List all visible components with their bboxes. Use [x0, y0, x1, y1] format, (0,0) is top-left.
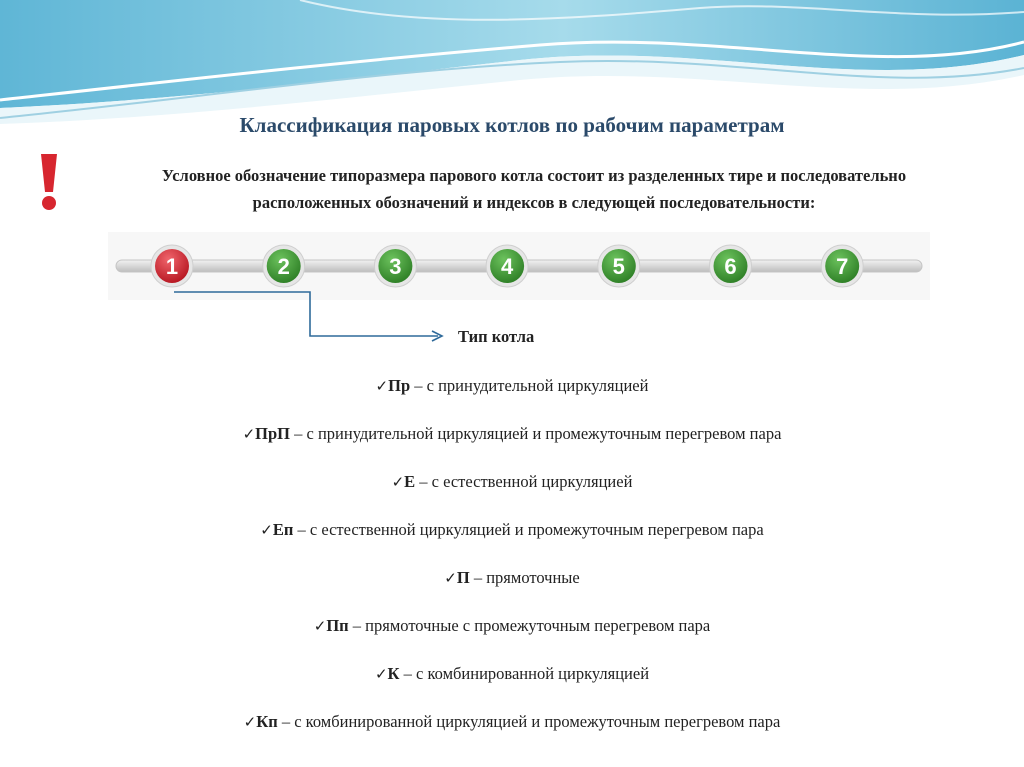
boiler-type-description: – с естественной циркуляцией и промежуточным перегревом пара [293, 520, 764, 539]
exclamation-icon [36, 152, 62, 212]
check-icon: ✓ [444, 569, 457, 587]
boiler-type-item [0, 660, 1024, 708]
step-node-3 [374, 245, 416, 287]
boiler-type-code: Пр [388, 376, 411, 395]
wave-banner [0, 0, 1024, 130]
step-label: 1 [165, 254, 179, 279]
check-icon: ✓ [243, 713, 257, 731]
step-label: 2 [277, 254, 290, 279]
intro-line-2: расположенных обозначений и индексов в следующей последовательности: [252, 193, 816, 212]
boiler-type-description: – прямоточные [469, 568, 580, 587]
boiler-type-description: – с естественной циркуляцией [415, 472, 633, 491]
step-node-1 [151, 245, 193, 287]
step-label: 4 [500, 254, 514, 279]
boiler-type-item [0, 564, 1024, 612]
boiler-type-item [0, 516, 1024, 564]
check-icon: ✓ [242, 425, 256, 443]
boiler-type-item [0, 420, 1024, 468]
boiler-type-code: К [387, 664, 400, 683]
step-node-7 [821, 245, 863, 287]
boiler-type-code: П [456, 568, 470, 587]
step-node-2 [263, 245, 305, 287]
step-node-5 [598, 245, 640, 287]
boiler-type-item [0, 612, 1024, 660]
boiler-type-code: ПрП [255, 424, 291, 443]
step-label: 3 [389, 254, 402, 279]
step-label: 5 [612, 254, 625, 279]
boiler-type-code: Еп [272, 520, 294, 539]
slide-title: Классификация паровых котлов по рабочим параметрам [239, 113, 785, 137]
boiler-type-item [0, 372, 1024, 420]
boiler-type-description: – прямоточные с промежуточным перегревом пара [348, 616, 711, 635]
boiler-type-heading: Тип котла [458, 327, 535, 346]
boiler-type-code: Е [404, 472, 416, 491]
boiler-type-description: – с принудительной циркуляцией [410, 376, 649, 395]
boiler-type-item [0, 708, 1024, 756]
step-label: 6 [724, 254, 737, 279]
check-icon: ✓ [374, 665, 388, 683]
step-1-connector-arrow [160, 288, 460, 348]
boiler-type-description: – с комбинированной циркуляцией [399, 664, 650, 683]
boiler-type-code: Пп [326, 616, 349, 635]
intro-text [74, 162, 994, 216]
boiler-type-item [0, 468, 1024, 516]
boiler-type-description: – с принудительной циркуляцией и промежуточным перегревом пара [290, 424, 782, 443]
step-node-4 [486, 245, 528, 287]
check-icon: ✓ [313, 617, 327, 635]
check-icon: ✓ [375, 377, 389, 395]
check-icon: ✓ [391, 473, 405, 491]
boiler-type-code: Кп [256, 712, 278, 731]
step-node-6 [710, 245, 752, 287]
boiler-type-description: – с комбинированной циркуляцией и промежуточным перегревом пара [277, 712, 781, 731]
check-icon: ✓ [260, 521, 273, 539]
intro-line-1: Условное обозначение типоразмера парового котла состоит из разделенных тире и последовательно [161, 166, 907, 185]
boiler-type-list [0, 372, 1024, 756]
step-label: 7 [836, 254, 849, 279]
